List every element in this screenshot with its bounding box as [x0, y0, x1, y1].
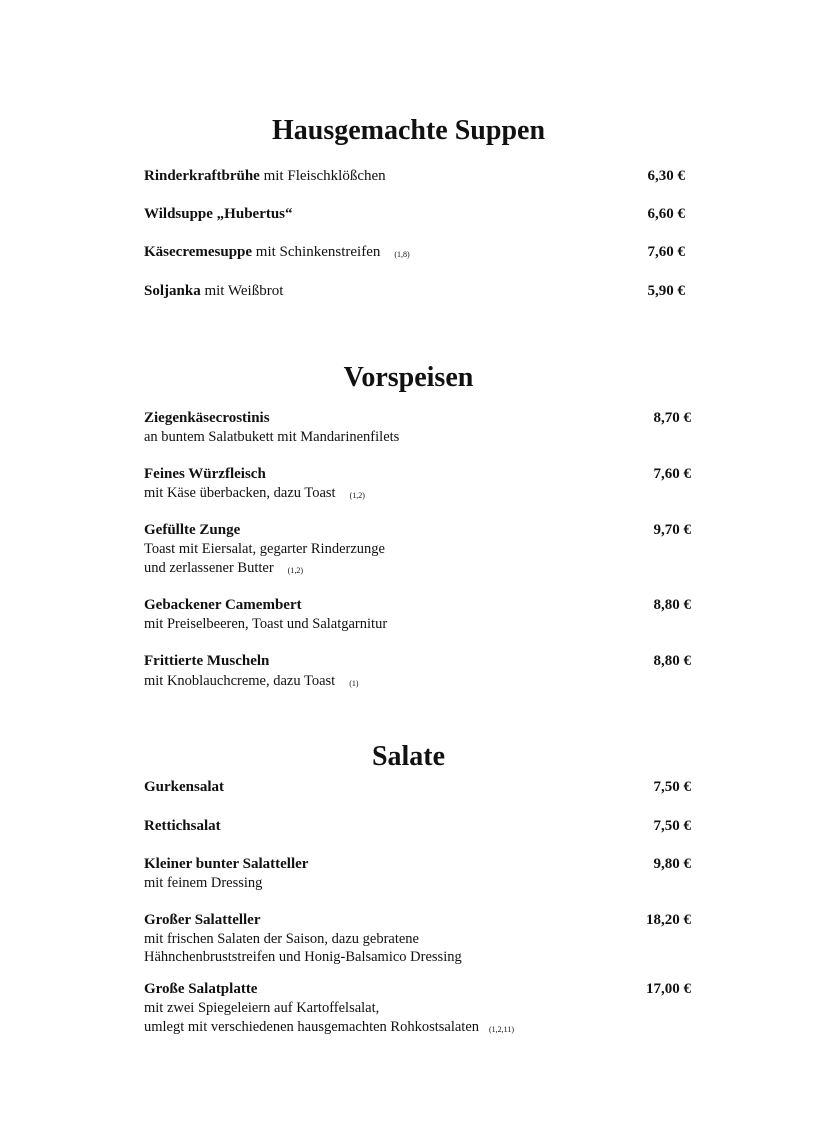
menu-item: [144, 283, 283, 300]
item-price: 7,50 €: [653, 818, 691, 834]
item-price: 9,80 €: [653, 856, 691, 872]
menu-item: [144, 597, 302, 614]
item-desc: Toast mit Eiersalat, gegarter Rinderzunge: [144, 541, 385, 557]
allergen-codes: (1): [349, 679, 359, 688]
item-name: Kleiner bunter Salatteller: [144, 856, 309, 872]
menu-item: [144, 168, 386, 185]
item-price: 6,30 €: [647, 168, 685, 184]
menu-item: [144, 912, 261, 929]
item-name: Gefüllte Zunge: [144, 522, 241, 538]
item-name: Rinderkraftbrühe: [144, 168, 260, 184]
item-desc: mit zwei Spiegeleiern auf Kartoffelsalat,: [144, 1000, 380, 1016]
item-price: 6,60 €: [647, 206, 685, 222]
item-desc-line: umlegt mit verschiedenen hausgemachten Rohkostsalaten: [144, 1019, 480, 1035]
item-price: 9,70 €: [653, 522, 691, 538]
menu-item: [144, 818, 221, 835]
item-price: 17,00 €: [646, 981, 691, 997]
item-name: Gebackener Camembert: [144, 597, 302, 613]
allergen-codes: (1,2,11): [489, 1025, 515, 1034]
section-title-vorspeisen: Vorspeisen: [343, 362, 474, 393]
item-desc: mit feinem Dressing: [144, 875, 263, 891]
item-name: Gurkensalat: [144, 779, 225, 795]
item-desc: [144, 1019, 514, 1036]
item-desc: [144, 560, 303, 577]
item-price: 5,90 €: [647, 283, 685, 299]
menu-item: [144, 466, 266, 483]
item-desc-line: mit Käse überbacken, dazu Toast: [144, 485, 336, 501]
item-price: 8,70 €: [653, 410, 691, 426]
item-name: Großer Salatteller: [144, 912, 261, 928]
item-name: Feines Würzfleisch: [144, 466, 266, 482]
item-price: 8,80 €: [653, 597, 691, 613]
menu-item: [144, 522, 240, 539]
section-title-suppen: Hausgemachte Suppen: [271, 115, 546, 146]
menu-item: [144, 410, 270, 427]
item-price: 7,50 €: [653, 779, 691, 795]
item-price: 7,60 €: [653, 466, 691, 482]
item-price: 8,80 €: [653, 653, 691, 669]
allergen-codes: (1,8): [394, 250, 410, 259]
item-desc: mit frischen Salaten der Saison, dazu gebratene: [144, 931, 419, 947]
item-name: Frittierte Muscheln: [144, 653, 270, 669]
menu-item: [144, 653, 269, 670]
item-name: Ziegenkäsecrostinis: [144, 410, 270, 426]
item-desc: an buntem Salatbukett mit Mandarinenfilets: [144, 429, 400, 445]
item-desc: [144, 485, 365, 502]
menu-item: [144, 981, 257, 998]
menu-item: [144, 206, 293, 223]
item-desc-line: und zerlassener Butter: [144, 560, 274, 576]
item-desc: Hähnchenbruststreifen und Honig-Balsamico Dressing: [144, 949, 462, 965]
item-name: Große Salatplatte: [144, 981, 258, 997]
menu-item: [144, 856, 308, 873]
allergen-codes: (1,2): [349, 491, 365, 500]
item-name: Käsecremesuppe: [144, 244, 253, 260]
item-desc: mit Weißbrot: [204, 283, 284, 299]
item-desc: mit Schinkenstreifen: [255, 244, 381, 260]
item-desc: mit Preiselbeeren, Toast und Salatgarnitur: [144, 616, 388, 632]
menu-item: [144, 779, 224, 796]
item-desc: [144, 673, 359, 690]
item-name: Rettichsalat: [144, 818, 221, 834]
item-price: 18,20 €: [646, 912, 691, 928]
section-title-salate: Salate: [371, 741, 446, 772]
allergen-codes: (1,2): [287, 566, 303, 575]
item-desc-line: mit Knoblauchcreme, dazu Toast: [144, 673, 336, 689]
menu-item: [144, 244, 410, 261]
item-desc: mit Fleischklößchen: [263, 168, 386, 184]
item-name: Soljanka: [144, 283, 201, 299]
item-price: 7,60 €: [647, 244, 685, 260]
item-name: Wildsuppe „Hubertus“: [144, 206, 293, 222]
